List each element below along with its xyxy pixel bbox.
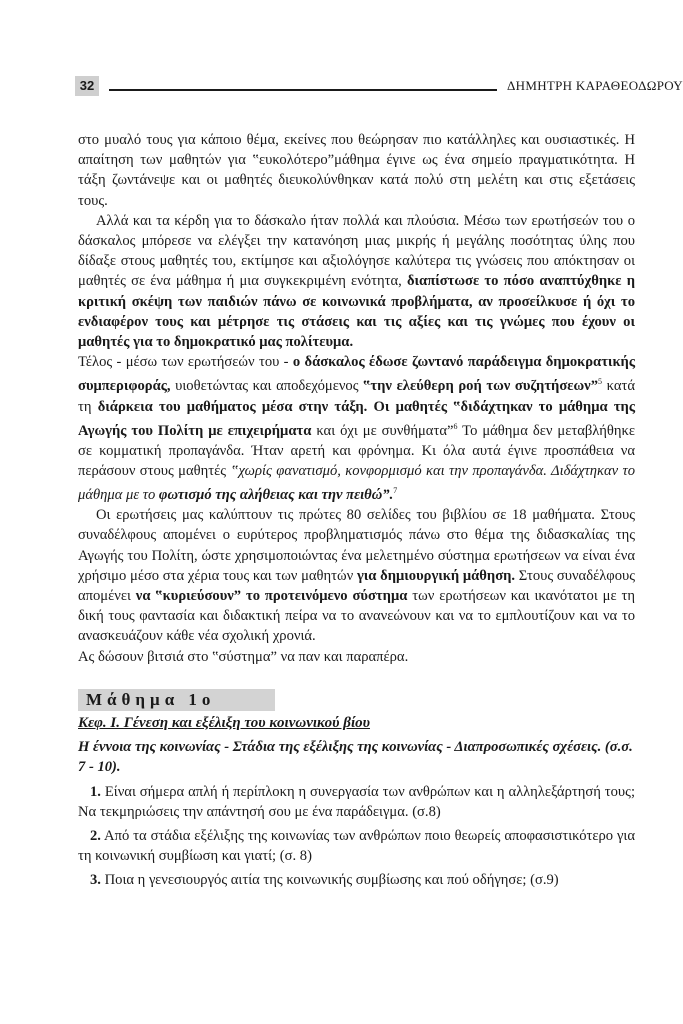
paragraph-3-bold-a: ο δάσκαλος έδωσε ζωντανό παράδειγμα δημοκρατικής συμπεριφοράς, [78, 354, 635, 395]
question-number: 3. [90, 872, 101, 889]
page-header [75, 76, 683, 100]
question-text: Είναι σήμερα απλή ή περίπλοκη η συνεργασία των ανθρώπων και η αλληλεξάρτησή τους; Να τεκμηριώσεις την απάντησή σου με ένα παράδειγμα. (σ.8) [78, 783, 635, 820]
question-item [78, 782, 635, 822]
paragraph-3-text-b: υιοθετώντας και αποδεχόμενος [170, 378, 364, 395]
question-item [78, 826, 635, 866]
paragraph-4-text-c: των ερωτήσεων και ικανότατοι με τη δική τους φαντασία και διδακτική πείρα να το ανανεώνουν και να το εμπλουτίζουν και να το ανασκευάζουν κάθε νέα σχολική χρονιά. [78, 588, 635, 645]
paragraph-3 [78, 352, 635, 505]
topic-heading: Η έννοια της κοινωνίας - Στάδια της εξέλιξης της κοινωνίας - Διαπροσωπικές σχέσεις. (σ.σ. 7 - 10). [78, 739, 633, 776]
paragraph-3-bold-c: διάρκεια του μαθήματος μέσα στην τάξη. Οι μαθητές ‟διδάχτηκαν το μάθημα της Αγωγής του Πολίτη με επιχειρήματα [78, 398, 635, 439]
question-item [78, 870, 635, 890]
footnote-mark-7: 7 [393, 486, 398, 496]
paragraph-4-bold-b: να ‟κυριεύσουν” το προτεινόμενο σύστημα [135, 588, 408, 605]
paragraph-3-bold-italic: φωτισμό της αλήθειας και την πειθώ”. [158, 487, 394, 504]
paragraph-5: Ας δώσουν βιτσιά στο ‟σύστημα” να παν και παραπέρα. [78, 648, 409, 665]
question-number: 1. [90, 783, 101, 800]
paragraph-2-bold: διαπίστωσε το πόσο αναπτύχθηκε η κριτική σκέψη των παιδιών πάνω σε κοινωνικά προβλήματα, αν προσείλκυσε ή όχι το ενδιαφέρον τους και μέτρησε τις στάσεις και τις αξίες και τις γνώμες που έχουν οι μαθητές για το δημοκρατικό μας πολίτευμα. [78, 273, 635, 351]
paragraph-3-bold-b: ‟την ελεύθερη ροή των συζητήσεων” [363, 378, 598, 395]
page-number: 32 [75, 76, 99, 96]
question-text: Από τα στάδια εξέλιξης της κοινωνίας των ανθρώπων ποιο θεωρείς αποφασιστικότερο για τη κοινωνική συμβίωση και γιατί; (σ. 8) [78, 828, 635, 865]
question-number: 2. [90, 828, 101, 845]
footnote-mark-5: 5 [598, 377, 602, 387]
paragraph-4-bold-a: για δημιουργική μάθηση. [356, 567, 516, 584]
paragraph-4 [78, 505, 635, 646]
paragraph-2 [78, 211, 635, 352]
paragraph-3-italic: ‟χωρίς φανατισμό, κονφορμισμό και την προπαγάνδα. Διδάχτηκαν το μάθημα με το [78, 462, 635, 504]
paragraph-3-text-c: κατά τη [78, 378, 636, 415]
section-gap [78, 667, 635, 687]
question-text: Ποια η γενεσιουργός αιτία της κοινωνικής συμβίωσης και πού οδήγησε; (σ.9) [100, 872, 559, 889]
paragraph-4-text-b: Στους συναδέλφους απομένει [78, 567, 635, 605]
running-title: ΔΗΜΗΤΡΗ ΚΑΡΑΘΕΟΔΩΡΟΥ [507, 78, 683, 93]
lesson-title: Μάθημα 1ο [78, 689, 275, 711]
paragraph-3-text-d: και όχι με συνθήματα” [311, 422, 454, 439]
paragraph-3-text-a: Τέλος - μέσω των ερωτήσεών του - [78, 354, 293, 371]
footnote-mark-6: 6 [453, 421, 458, 431]
header-rule [109, 89, 497, 91]
paragraph-2-text: Αλλά και τα κέρδη για το δάσκαλο ήταν πολλά και πλούσια. Μέσω των ερωτήσεών του ο δάσκαλος μπόρεσε να ελέγξει την κατανόηση μιας μικρής ή μεγάλης ποσότητας ύλης που δίδαξε στους μαθητές του, εκτίμησε και αξιολόγησε καλύτερα τις γνώσεις που απόκτησαν οι μαθητές σε ένα μάθημα ή μια συγκεκριμένη ενότητα, [78, 212, 635, 290]
paragraph-1: στο μυαλό τους για κάποιο θέμα, εκείνες που θεώρησαν πιο κατάλληλες και ουσιαστικές. Η απαίτηση των μαθητών για ‟ευκολότερο”μάθημα έγινε ως ένα σημείο πραγματικότητα. Η τάξη ζωντάνεψε και οι μαθητές διευκολύνθηκαν κατά πολύ στη μελέτη και στις εξετάσεις τους. [78, 132, 635, 209]
paragraph-3-text-e: Το μάθημα δεν μεταβλήθηκε σε κομματική προπαγάνδα. Ήταν αρετή και φρόνημα. Κι όλα αυτά έγινε προσπάθεια να περάσουν στους μαθητές [78, 422, 635, 479]
chapter-heading: Κεφ. Ι. Γένεση και εξέλιξη του κοινωνικού βίου [78, 715, 370, 732]
body-text [78, 130, 635, 895]
paragraph-4-text-a: Οι ερωτήσεις μας καλύπτουν τις πρώτες 80 σελίδες του βιβλίου σε 18 μαθήματα. Στους συναδέλφους απομένει ο ευρύτερος προβληματισμός πάνω στο θέμα της διδασκαλίας της Αγωγής του Πολίτη, ώστε χρησιμοποιώντας ένα μελετημένο σύστημα ερωτήσεων να είναι ένα χρήσιμο μέσο στα χέρια τους και των μαθητών [78, 507, 635, 584]
